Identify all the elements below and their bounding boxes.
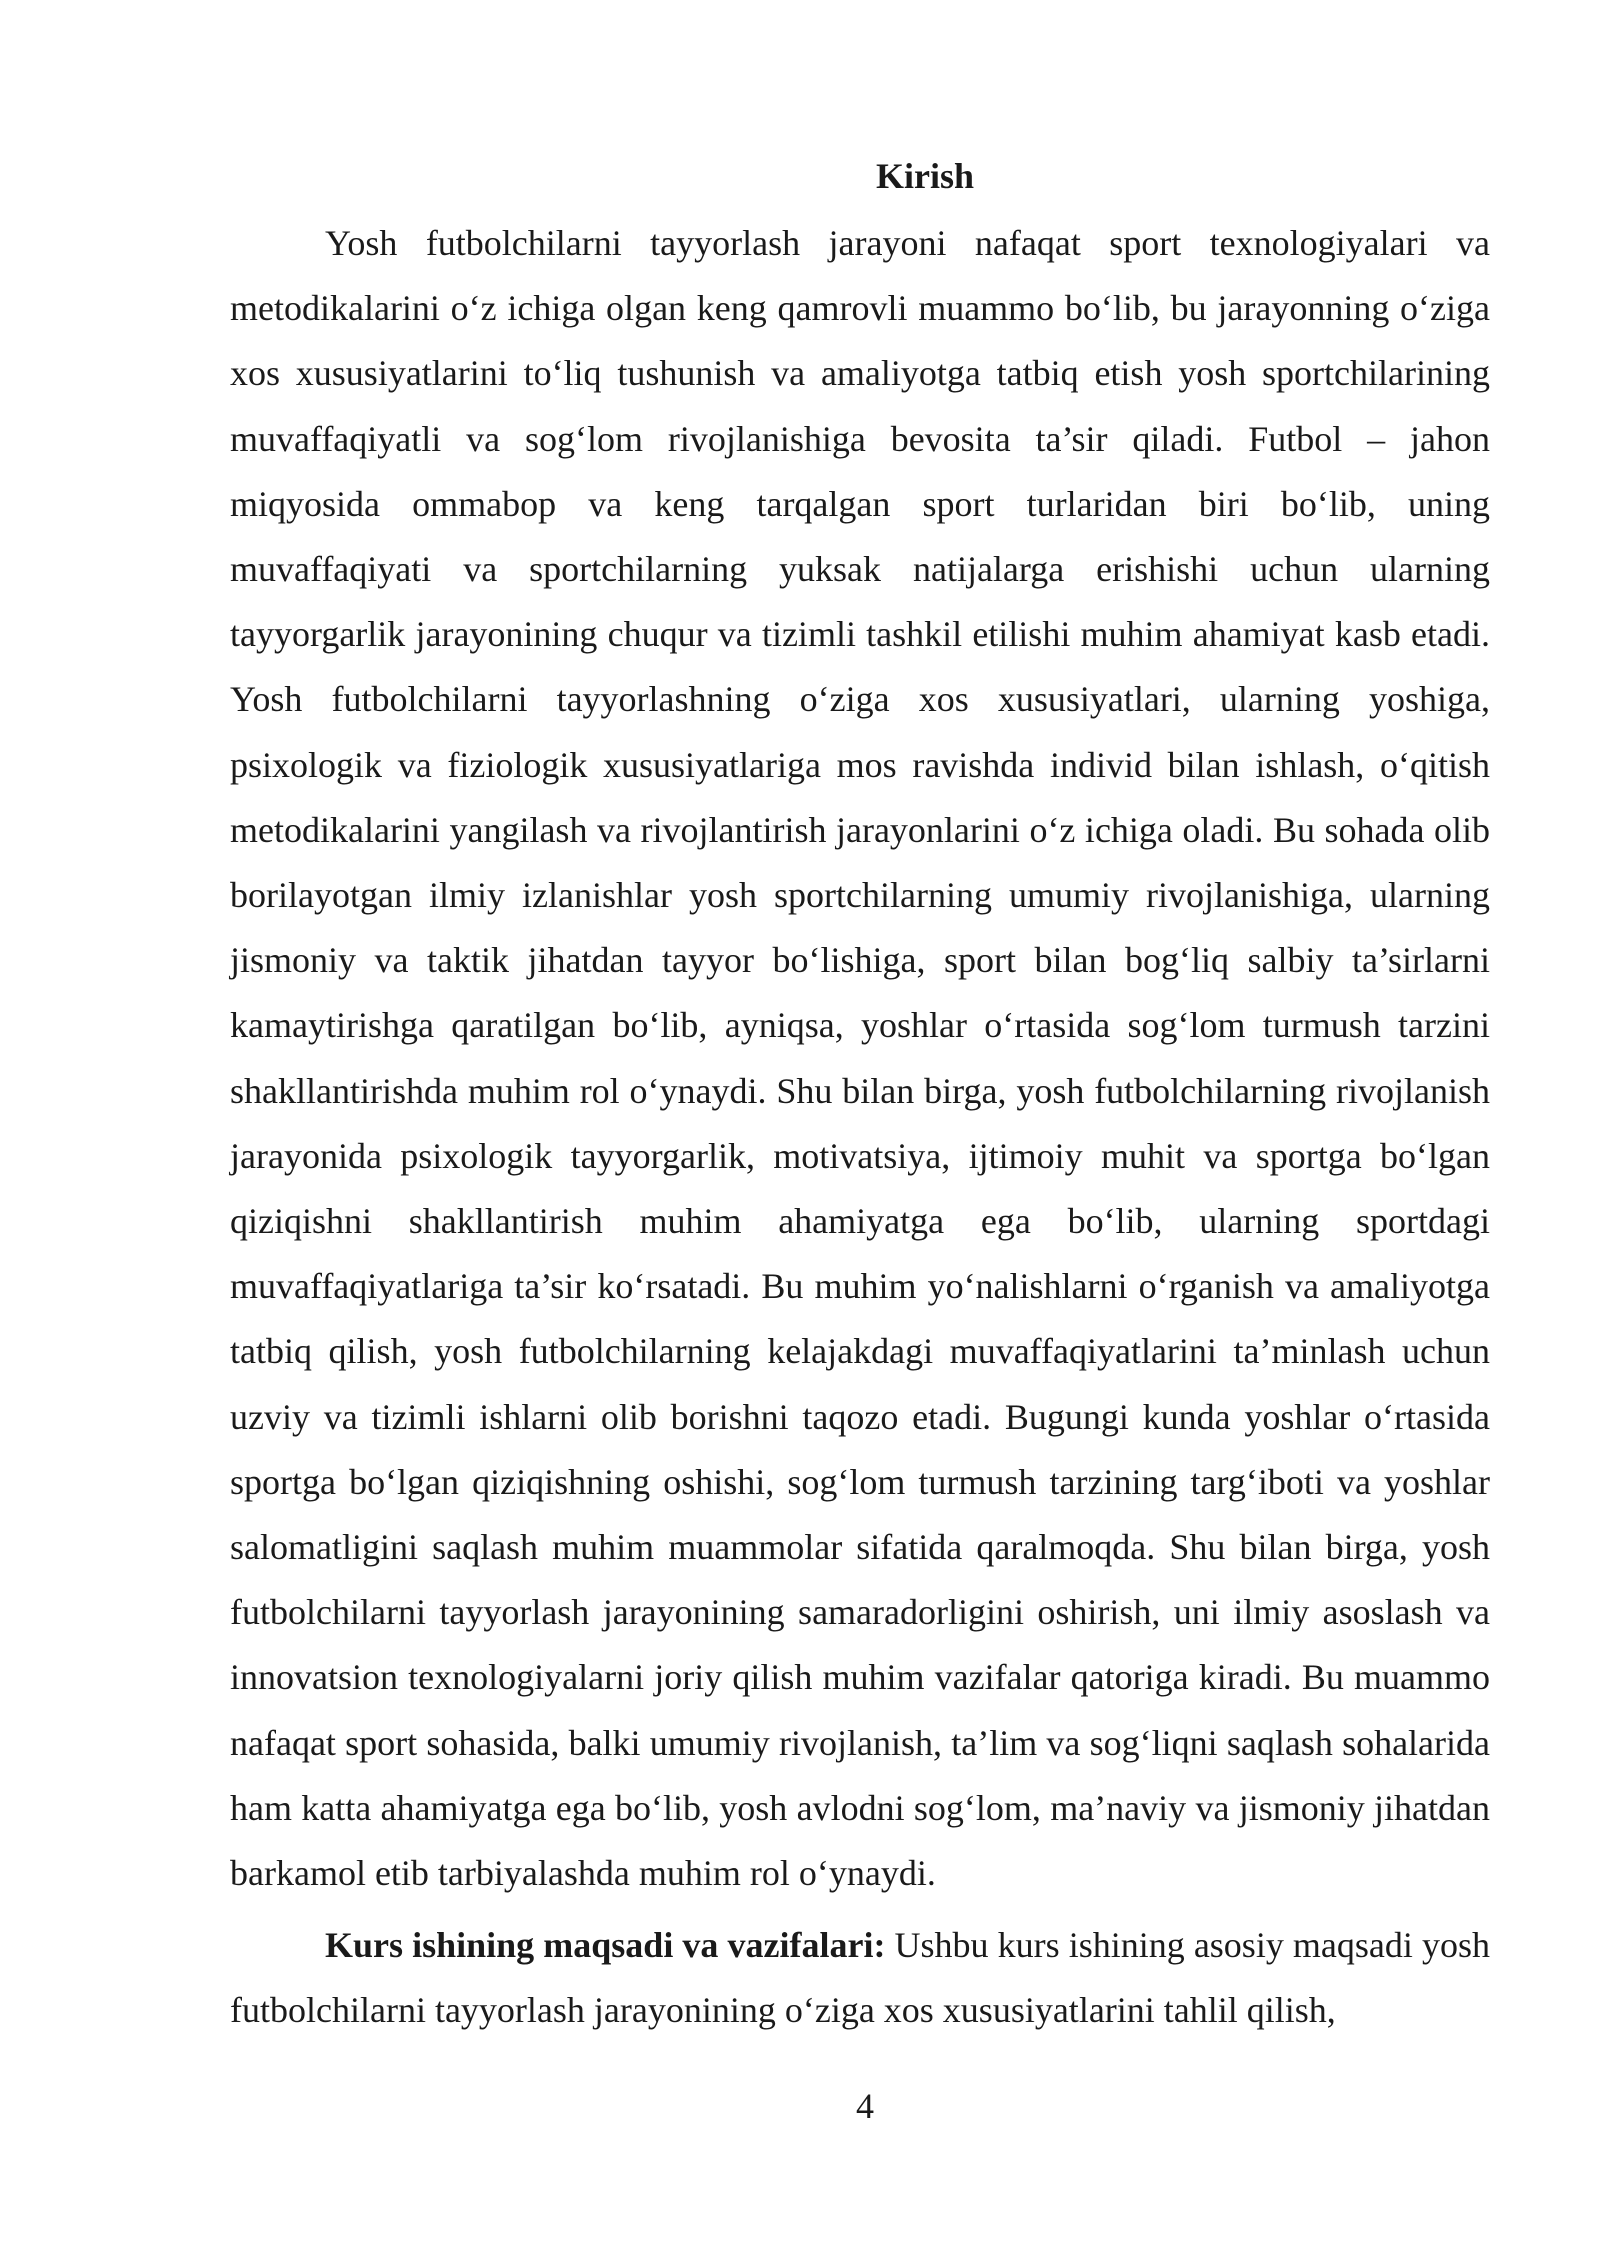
page-number: 4 [856,2086,874,2126]
page-content [230,148,1490,2044]
goals-text: Ushbu kurs ishining asosiy maqsadi yosh futbolchilarni tayyorlash jarayonining o‘ziga xos xususiyatlarini tahlil qilish, [230,1925,1490,2031]
section-heading: Kirish [875,156,974,196]
goals-paragraph [230,1913,1490,2043]
intro-paragraph: Yosh futbolchilarni tayyorlash jarayoni nafaqat sport texnologiyalari va metodikalarini o‘z ichiga olgan keng qamrovli muammo bo‘lib, bu jarayonning o‘ziga xos xususiyatlarini to‘liq tushunish va amaliyotga tatbiq etish yosh sportchilarining muvaffaqiyatli va sog‘lom rivojlanishiga bevosita ta’sir qiladi. Futbol – jahon miqyosida ommabop va keng tarqalgan sport turlaridan biri bo‘lib, uning muvaffaqiyati va sportchilarning yuksak natijalarga erishishi uchun ularning tayyorgarlik jarayonining chuqur va tizimli tashkil etilishi muhim ahamiyat kasb etadi. Yosh futbolchilarni tayyorlashning o‘ziga xos xususiyatlari, ularning yoshiga, psixologik va fiziologik xususiyatlariga mos ravishda individ bilan ishlash, o‘qitish metodikalarini yangilash va rivojlantirish jarayonlarini o‘z ichiga oladi. Bu sohada olib borilayotgan ilmiy izlanishlar yosh sportchilarning umumiy rivojlanishiga, ularning jismoniy va taktik jihatdan tayyor bo‘lishiga, sport bilan bog‘liq salbiy ta’sirlarni kamaytirishga qaratilgan bo‘lib, ayniqsa, yoshlar o‘rtasida sog‘lom turmush tarzini shakllantirishda muhim rol o‘ynaydi. Shu bilan birga, yosh futbolchilarning rivojlanish jarayonida psixologik tayyorgarlik, motivatsiya, ijtimoiy muhit va sportga bo‘lgan qiziqishni shakllantirish muhim ahamiyatga ega bo‘lib, ularning sportdagi muvaffaqiyatlariga ta’sir ko‘rsatadi. Bu muhim yo‘nalishlarni o‘rganish va amaliyotga tatbiq qilish, yosh futbolchilarning kelajakdagi muvaffaqiyatlarini ta’minlash uchun uzviy va tizimli ishlarni olib borishni taqozo etadi. Bugungi kunda yoshlar o‘rtasida sportga bo‘lgan qiziqishning oshishi, sog‘lom turmush tarzining targ‘iboti va yoshlar salomatligini saqlash muhim muammolar sifatida qaralmoqda. Shu bilan birga, yosh futbolchilarni tayyorlash jarayonining samaradorligini oshirish, uni ilmiy asoslash va innovatsion texnologiyalarni joriy qilish muhim vazifalar qatoriga kiradi. Bu muammo nafaqat sport sohasida, balki umumiy rivojlanish, ta’lim va sog‘liqni saqlash sohalarida ham katta ahamiyatga ega bo‘lib, yosh avlodni sog‘lom, ma’naviy va jismoniy jihatdan barkamol etib tarbiyalashda muhim rol o‘ynaydi. [230,223,1490,1894]
goals-label: Kurs ishining maqsadi va vazifalari: [325,1925,886,1966]
